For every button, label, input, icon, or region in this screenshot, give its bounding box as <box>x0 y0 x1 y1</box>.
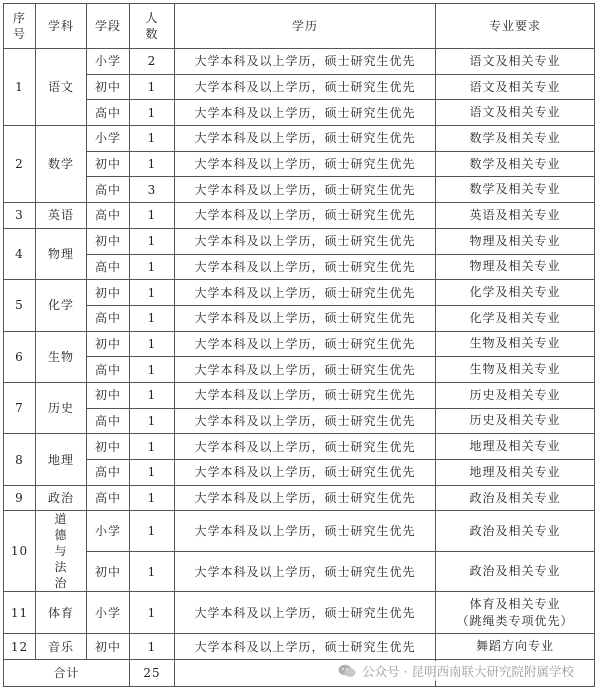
seq-cell: 3 <box>4 203 36 229</box>
count-cell: 1 <box>130 382 175 408</box>
stage-cell: 初中 <box>87 331 130 357</box>
stage-cell: 高中 <box>87 357 130 383</box>
seq-cell: 9 <box>4 485 36 511</box>
subject-cell: 语文 <box>36 49 87 126</box>
count-cell: 1 <box>130 331 175 357</box>
subject-cell: 物理 <box>36 228 87 279</box>
stage-cell: 高中 <box>87 460 130 486</box>
major-cell <box>436 634 595 660</box>
major-cell <box>436 228 595 254</box>
major-cell <box>436 460 595 486</box>
header-stage: 学段 <box>87 4 130 49</box>
major-cell-text: 物理及相关专业 <box>469 259 561 274</box>
subject-cell: 数学 <box>36 126 87 203</box>
subject-cell: 生物 <box>36 331 87 382</box>
major-cell-text: 舞蹈方向专业 <box>475 639 554 654</box>
education-cell: 大学本科及以上学历，硕士研究生优先 <box>175 331 436 357</box>
count-cell: 1 <box>130 203 175 229</box>
major-cell-text: 历史及相关专业 <box>469 413 561 428</box>
major-cell <box>436 331 595 357</box>
stage-cell: 初中 <box>87 434 130 460</box>
subject-cell: 体育 <box>36 592 87 634</box>
count-cell: 1 <box>130 305 175 331</box>
count-cell: 1 <box>130 100 175 126</box>
education-cell: 大学本科及以上学历，硕士研究生优先 <box>175 151 436 177</box>
table-row <box>4 100 595 126</box>
stage-cell: 小学 <box>87 126 130 152</box>
header-subject: 学科 <box>36 4 87 49</box>
major-cell-text: 语文及相关专业 <box>469 105 561 120</box>
table-row <box>4 280 595 306</box>
stage-cell: 初中 <box>87 551 130 592</box>
education-cell: 大学本科及以上学历，硕士研究生优先 <box>175 100 436 126</box>
count-cell: 1 <box>130 126 175 152</box>
count-cell: 1 <box>130 280 175 306</box>
major-cell-text: 地理及相关专业 <box>469 464 561 479</box>
count-cell: 1 <box>130 634 175 660</box>
seq-cell: 10 <box>4 511 36 592</box>
education-cell: 大学本科及以上学历，硕士研究生优先 <box>175 511 436 552</box>
subject-cell <box>36 511 87 592</box>
major-cell-text: 物理及相关专业 <box>469 233 561 248</box>
table-row <box>4 485 595 511</box>
major-cell <box>436 280 595 306</box>
education-cell: 大学本科及以上学历，硕士研究生优先 <box>175 254 436 280</box>
education-cell: 大学本科及以上学历，硕士研究生优先 <box>175 634 436 660</box>
education-cell: 大学本科及以上学历，硕士研究生优先 <box>175 305 436 331</box>
major-cell-text: 政治及相关专业 <box>469 490 561 505</box>
education-cell: 大学本科及以上学历，硕士研究生优先 <box>175 434 436 460</box>
stage-cell: 初中 <box>87 74 130 100</box>
major-cell <box>436 177 595 203</box>
count-cell: 1 <box>130 74 175 100</box>
stage-cell: 高中 <box>87 305 130 331</box>
major-cell <box>436 49 595 75</box>
header-count: 人数 <box>130 4 175 49</box>
table-row <box>4 177 595 203</box>
education-cell: 大学本科及以上学历，硕士研究生优先 <box>175 485 436 511</box>
major-cell <box>436 434 595 460</box>
stage-cell: 初中 <box>87 228 130 254</box>
major-cell-text: 语文及相关专业 <box>469 79 561 94</box>
total-count: 25 <box>130 660 175 687</box>
recruitment-table-container <box>3 3 594 687</box>
table-row <box>4 357 595 383</box>
stage-cell: 高中 <box>87 100 130 126</box>
major-cell <box>436 151 595 177</box>
seq-cell: 8 <box>4 434 36 485</box>
education-cell: 大学本科及以上学历，硕士研究生优先 <box>175 551 436 592</box>
seq-cell: 1 <box>4 49 36 126</box>
subject-cell: 音乐 <box>36 634 87 660</box>
stage-cell: 小学 <box>87 592 130 634</box>
major-cell-text: 数学及相关专业 <box>469 156 561 171</box>
major-cell <box>436 305 595 331</box>
watermark-text: 公众号 · 昆明西南联大研究院附属学校 <box>362 664 574 679</box>
seq-cell: 12 <box>4 634 36 660</box>
stage-cell: 高中 <box>87 177 130 203</box>
major-cell <box>436 126 595 152</box>
table-row <box>4 305 595 331</box>
major-cell <box>436 592 595 634</box>
count-cell: 1 <box>130 460 175 486</box>
major-cell-text: 政治及相关专业 <box>469 523 561 538</box>
count-cell: 1 <box>130 511 175 552</box>
education-cell: 大学本科及以上学历，硕士研究生优先 <box>175 460 436 486</box>
major-cell <box>436 357 595 383</box>
education-cell: 大学本科及以上学历，硕士研究生优先 <box>175 126 436 152</box>
education-cell: 大学本科及以上学历，硕士研究生优先 <box>175 228 436 254</box>
header-seq: 序号 <box>4 4 36 49</box>
major-cell <box>436 551 595 592</box>
major-cell-text: 化学及相关专业 <box>469 285 561 300</box>
table-row <box>4 551 595 592</box>
count-cell: 1 <box>130 408 175 434</box>
education-cell: 大学本科及以上学历，硕士研究生优先 <box>175 357 436 383</box>
stage-cell: 初中 <box>87 280 130 306</box>
wechat-icon <box>338 664 356 678</box>
major-cell-text: 体育及相关专业 （跳绳类专项优先） <box>456 596 574 628</box>
header-row <box>4 4 595 49</box>
seq-cell: 2 <box>4 126 36 203</box>
stage-cell: 初中 <box>87 382 130 408</box>
major-cell-text: 化学及相关专业 <box>469 310 561 325</box>
stage-cell: 高中 <box>87 408 130 434</box>
header-major: 专业要求 <box>436 4 595 49</box>
seq-cell: 7 <box>4 382 36 433</box>
subject-cell-text: 道德与法治 <box>54 512 68 591</box>
stage-cell: 高中 <box>87 485 130 511</box>
table-row <box>4 634 595 660</box>
count-cell: 3 <box>130 177 175 203</box>
table-row <box>4 592 595 634</box>
seq-cell: 11 <box>4 592 36 634</box>
count-cell: 1 <box>130 551 175 592</box>
count-cell: 1 <box>130 485 175 511</box>
count-cell: 1 <box>130 254 175 280</box>
count-cell: 1 <box>130 357 175 383</box>
major-cell-text: 生物及相关专业 <box>469 336 561 351</box>
education-cell: 大学本科及以上学历，硕士研究生优先 <box>175 280 436 306</box>
education-cell: 大学本科及以上学历，硕士研究生优先 <box>175 592 436 634</box>
table-row <box>4 408 595 434</box>
stage-cell: 初中 <box>87 634 130 660</box>
major-cell <box>436 511 595 552</box>
major-cell-text: 语文及相关专业 <box>469 53 561 68</box>
subject-cell: 化学 <box>36 280 87 331</box>
count-cell: 1 <box>130 151 175 177</box>
subject-cell: 政治 <box>36 485 87 511</box>
subject-cell: 地理 <box>36 434 87 485</box>
major-cell <box>436 203 595 229</box>
table-row <box>4 382 595 408</box>
education-cell: 大学本科及以上学历，硕士研究生优先 <box>175 382 436 408</box>
table-row <box>4 126 595 152</box>
table-row <box>4 460 595 486</box>
seq-cell: 5 <box>4 280 36 331</box>
header-education: 学历 <box>175 4 436 49</box>
table-row <box>4 254 595 280</box>
table-row <box>4 511 595 552</box>
seq-cell: 4 <box>4 228 36 279</box>
table-row <box>4 331 595 357</box>
seq-cell: 6 <box>4 331 36 382</box>
major-cell-text: 生物及相关专业 <box>469 362 561 377</box>
major-cell <box>436 254 595 280</box>
education-cell: 大学本科及以上学历，硕士研究生优先 <box>175 49 436 75</box>
stage-cell: 高中 <box>87 203 130 229</box>
subject-cell: 英语 <box>36 203 87 229</box>
account-watermark <box>335 661 577 681</box>
major-cell <box>436 408 595 434</box>
major-cell-text: 英语及相关专业 <box>469 207 561 222</box>
stage-cell: 初中 <box>87 151 130 177</box>
table-row <box>4 228 595 254</box>
count-cell: 1 <box>130 228 175 254</box>
major-cell <box>436 382 595 408</box>
table-row <box>4 434 595 460</box>
major-cell-text: 数学及相关专业 <box>469 182 561 197</box>
count-cell: 1 <box>130 434 175 460</box>
major-cell <box>436 485 595 511</box>
total-label: 合计 <box>4 660 130 687</box>
subject-cell: 历史 <box>36 382 87 433</box>
table-row <box>4 203 595 229</box>
major-cell-text: 历史及相关专业 <box>469 387 561 402</box>
table-row <box>4 49 595 75</box>
education-cell: 大学本科及以上学历，硕士研究生优先 <box>175 74 436 100</box>
count-cell: 2 <box>130 49 175 75</box>
major-cell-text: 数学及相关专业 <box>469 130 561 145</box>
major-cell <box>436 100 595 126</box>
stage-cell: 高中 <box>87 254 130 280</box>
education-cell: 大学本科及以上学历，硕士研究生优先 <box>175 408 436 434</box>
table-row <box>4 151 595 177</box>
stage-cell: 小学 <box>87 511 130 552</box>
education-cell: 大学本科及以上学历，硕士研究生优先 <box>175 177 436 203</box>
major-cell-text: 地理及相关专业 <box>469 439 561 454</box>
recruitment-table <box>3 3 595 687</box>
education-cell: 大学本科及以上学历，硕士研究生优先 <box>175 203 436 229</box>
major-cell <box>436 74 595 100</box>
count-cell: 1 <box>130 592 175 634</box>
table-row <box>4 74 595 100</box>
major-cell-text: 政治及相关专业 <box>469 564 561 579</box>
stage-cell: 小学 <box>87 49 130 75</box>
